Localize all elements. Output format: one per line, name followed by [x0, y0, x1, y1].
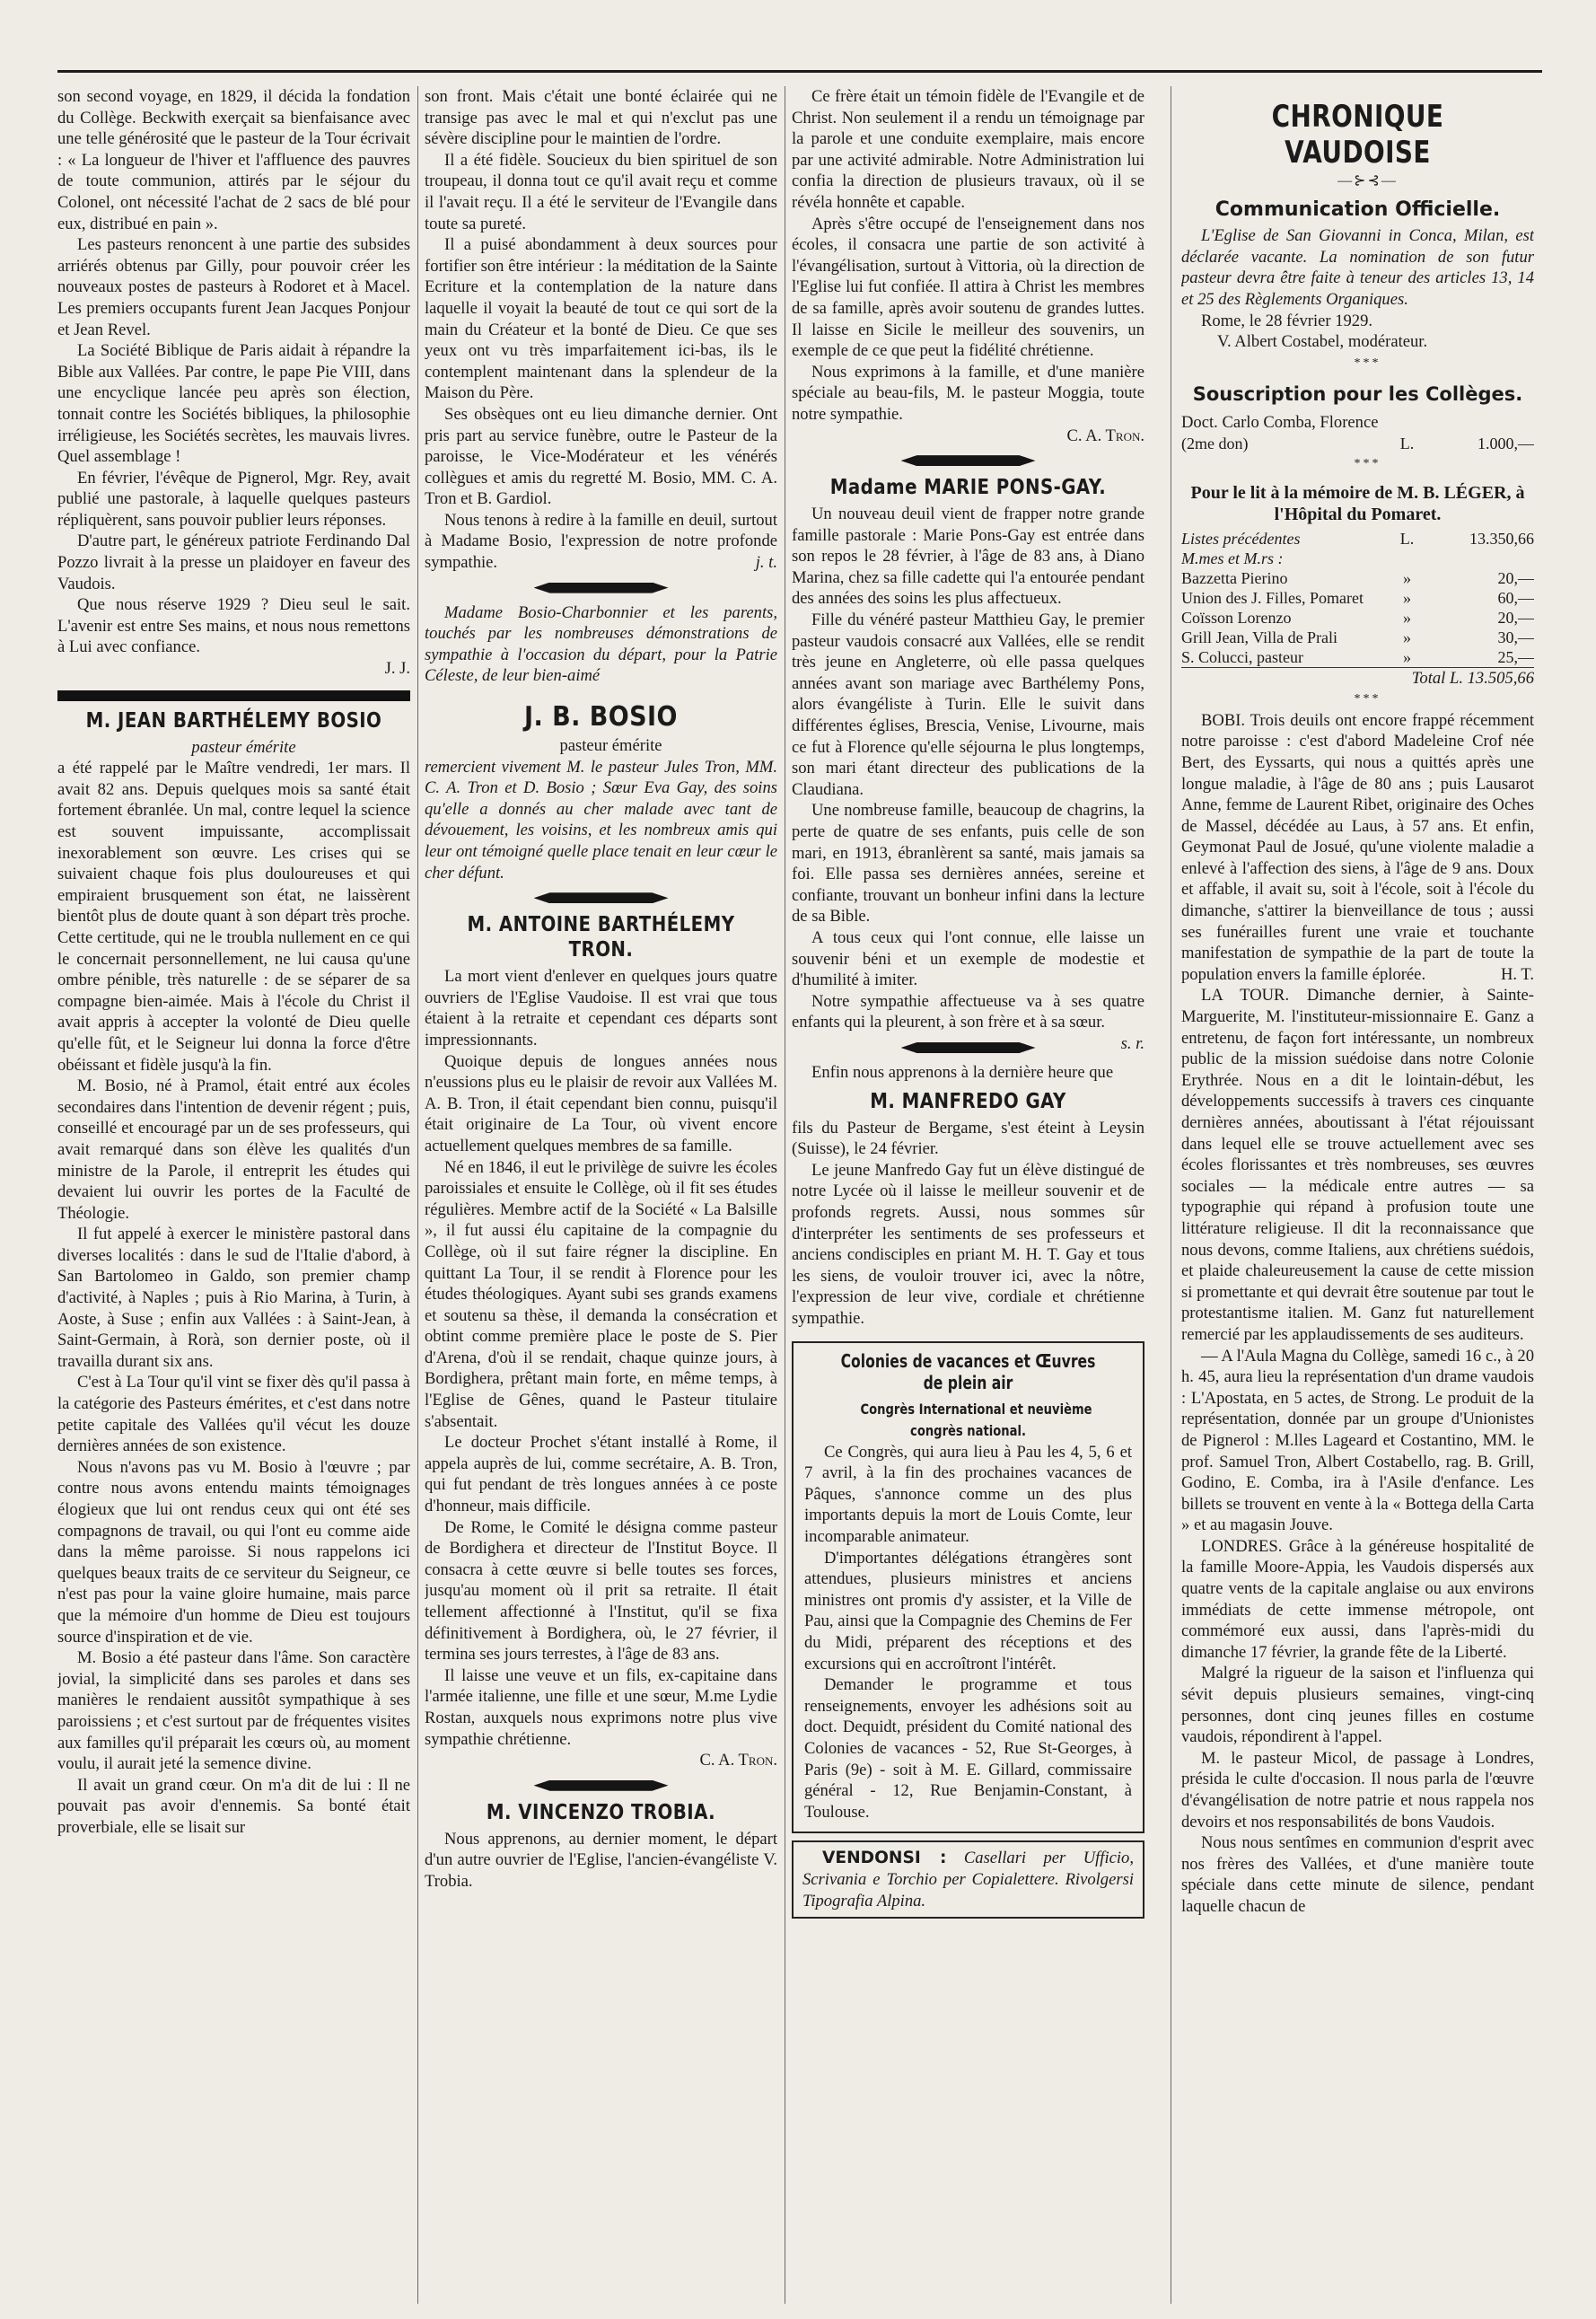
thanks-name-subtitle: pasteur émérite — [559, 736, 662, 756]
list-label: M.mes et M.rs : — [1181, 549, 1284, 567]
subscription-note: (2me don) — [1181, 434, 1249, 452]
signature: J. J. — [384, 659, 410, 679]
paragraph: son second voyage, en 1829, il décida la fondation du Collège. Beckwith exerçait sa bienfaisance avec une telle générosité que le pasteur de la Tour écrivait : « La longueur de l'hiver et l'affluence des pauvres de toute communion, attirés par le séjour du Colonel, ont nécessité l'achat de 2 sacs de blé pour eux, distribué en pain ». — [57, 87, 410, 233]
communication-signature: V. Albert Costabel, modérateur. — [1217, 332, 1428, 352]
ditto-mark: » — [1403, 608, 1412, 627]
ditto-mark: » — [1403, 568, 1412, 587]
list-item — [1181, 628, 1534, 647]
ornamental-rule — [534, 892, 669, 903]
paragraph: Ses obsèques ont eu lieu dimanche dernier. Ont pris part au service funèbre, outre le Pasteur de la paroisse, le Vice-Modérateur et les vénérés collègues et amis du regretté M. Bosio, MM. C. A. Tron et B. Gardiol. — [425, 404, 777, 509]
thanks-notice: remercient vivement M. le pasteur Jules Tron, MM. C. A. Tron et D. Bosio ; Sœur Eva Gay, des soins qu'elle a donnés au cher malade avec tant de dévouement, les voisins, et les nombreux amis qui leur ont témoigné quelle place tenait en leur cœur le cher défunt. — [425, 757, 777, 883]
paragraph: LA TOUR. Dimanche dernier, à Sainte-Marguerite, M. l'instituteur-missionnaire E. Ganz a entretenu, de façon fort intéressante, un nombreux public de la mission suédoise dans notre Colonie Erythrée. Nous en a dit le lointain-début, les développements successifs à travers ces cinquante dernières années, aboutissant à l'état réjouissant dans lequel elle se trouve actuellement avec ses écoles florissantes et très nombreuses, ses œuvres sociales — la médicale entre autres — sa typographie qui répand à profusion toute une littérature religieuse. Il dit la reconnaissance que nous devons, comme Italiens, aux chrétiens suédois, et plaide chaleureusement la cause de cette mission si promettante et qui devrait être soutenue par tout le protestantisme italien. M. Ganz fut naturellement remercié par les applaudissements de ses auditeurs. — [1181, 986, 1534, 1344]
stars-separator: *** — [1354, 456, 1381, 470]
amount: 30,— — [1497, 628, 1534, 646]
paragraph: Nous apprenons, au dernier moment, le départ d'un autre ouvrier de l'Eglise, l'ancien-évangéliste V. Trobia. — [425, 1829, 777, 1891]
colonies-notice-box — [792, 1341, 1144, 1833]
donor-name: S. Colucci, pasteur — [1181, 647, 1303, 666]
paragraph: M. Bosio, né à Pramol, était entré aux écoles secondaires dans l'intention de devenir régent ; puis, conseillé et encouragé par un de ses professeurs, qui avait remarqué dans son élève les qualités d'un ministre de la Parole, il entreprit les études qui devaient lui ouvrir les portes de la Faculté de Théologie. — [57, 1076, 410, 1223]
paragraph: Après s'être occupé de l'enseignement dans nos écoles, il consacra une partie de son activité à l'évangélisation, surtout à Vittoria, où la direction de l'Eglise lui fut confiée. Il attira à Christ les membres de sa famille, après avoir soutenu de grandes luttes. Il laisse en Sicile le meilleur des souvenirs, un exemple de ce que peut la fidélité chrétienne. — [792, 214, 1144, 361]
paragraph: D'autre part, le généreux patriote Ferdinando Dal Pozzo livrait à la presse un plaidoyer en faveur des Vaudois. — [57, 531, 410, 593]
paragraph: Il a puisé abondamment à deux sources pour fortifier son être intérieur : la méditation de la Sainte Ecriture et la contemplation de la nature dans laquelle il voyait la beauté de tout ce qui sort de la main du Créateur et la bonté de Dieu. Ce que ses yeux ont vu très imparfaitement ici-bas, ils le contemplent maintenant dans la splendeur de la Maison du Père. — [425, 235, 777, 403]
leger-table — [1181, 529, 1534, 667]
amount: 60,— — [1497, 588, 1534, 607]
amount: 20,— — [1497, 568, 1534, 587]
paragraph-text: BOBI. Trois deuils ont encore frappé récemment notre paroisse : c'est d'abord Madeleine Crof née Bert, des Eyssarts, qui nous a quittés après une longue maladie, à l'âge de 80 ans ; puis Lausarot Anne, femme de Laurent Ribet, originaire des Oches de Massel, décédée au Laus, à 57 ans. Et enfin, Geymonat Paul de Josué, qu'une violente maladie a enlevé à l'affection des siens, à l'âge de 9 ans. Doux et affable, il avait su, soit à l'école, soit à l'école du dimanche, s'attirer la bienveillance de tous ; aussi ses funérailles furent une vraie et touchante manifestation de sympathie de la part de toute la population envers la famille éplorée. — [1181, 710, 1534, 984]
amount: 20,— — [1497, 608, 1534, 627]
communication-text: L'Eglise de San Giovanni in Conca, Milan, est déclarée vacante. La nomination de son futur pasteur devra être faite à teneur des articles 13, 14 et 25 des Règlements Organiques. — [1181, 226, 1534, 309]
donor-name: Union des J. Filles, Pomaret — [1181, 588, 1364, 607]
list-item — [1181, 549, 1534, 568]
top-rule — [57, 70, 1542, 73]
ornamental-rule — [534, 583, 669, 593]
paragraph: Né en 1846, il eut le privilège de suivre les écoles paroissiales et ensuite le Collège, où il fit ses études régulières. Membre actif de la Société « La Balsille », il fut aussi élu capitaine de la compagnie du Collège, où il sut faire régner la discipline. En quittant La Tour, il se rendit à Florence pour les études théologiques. Ayant subi ses grands examens et soutenu sa thèse, il demanda la consécration et obtint comme première place le poste de S. Pier d'Arena, d'où il se rendait, chaque quinze jours, à Bordighera, prêtant main forte, en même temps, à l'Eglise de Gênes, quand le Pasteur titulaire s'absentait. — [425, 1157, 777, 1431]
subscription-heading: Souscription pour les Collèges. — [1192, 383, 1523, 406]
ornamental-rule — [901, 455, 1036, 466]
paragraph: Il laisse une veuve et un fils, ex-capitaine dans l'armée italienne, une fille et une sœur, M.me Lydie Rostan, auxquels nous exprimons notre plus vive sympathie chrétienne. — [425, 1665, 777, 1749]
donor-name: Bazzetta Pierino — [1181, 568, 1288, 587]
donor-name: Coïsson Lorenzo — [1181, 608, 1292, 627]
obituary-heading-trobia: M. VINCENZO TROBIA. — [486, 1800, 716, 1824]
column-4 — [1181, 86, 1534, 2304]
signature: C. A. Tron. — [699, 1751, 777, 1770]
ditto-mark: » — [1403, 647, 1412, 666]
column-3 — [792, 86, 1144, 2304]
paragraph: Fille du vénéré pasteur Matthieu Gay, le premier pasteur vaudois consacré aux Vallées, elle se rendit très jeune en Angleterre, où elle passa quelques années avant son mariage avec Barthélemy Pons, alors évangéliste à Turin. Elle le suivit dans différentes églises, Brescia, Venise, Livourne, mais ce fut à Florence qu'elle séjourna le plus longtemps, son mari étant directeur des publications de la Claudiana. — [792, 610, 1144, 799]
paragraph: Que nous réserve 1929 ? Dieu seul le sait. L'avenir est entre Ses mains, et nous nous remettons à Lui avec confiance. — [57, 595, 410, 657]
paragraph: Malgré la rigueur de la saison et l'influenza qui sévit depuis plusieurs semaines, vingt-cinq personnes, dont cinq jeunes filles en costume vaudois, répondirent à l'appel. — [1181, 1664, 1534, 1747]
paragraph — [1181, 710, 1534, 986]
paragraph: Quoique depuis de longues années nous n'eussions plus eu le plaisir de revoir aux Vallées M. A. B. Tron, il était cependant bien connu, puisqu'il était originaire de La Tour, où vivent encore actuellement quelques membres de sa famille. — [425, 1051, 777, 1155]
paragraph: D'importantes délégations étrangères sont attendues, plusieurs ministres et anciens ministres ont promis d'y assister, et la Ville de Pau, ainsi que la Compagnie des Chemins de Fer du Midi, préparent des réceptions et des excursions qui en accroîtront l'intérêt. — [804, 1548, 1132, 1673]
ditto-mark: » — [1403, 628, 1412, 646]
subscription-line: Doct. Carlo Comba, Florence — [1181, 413, 1379, 433]
paragraph: Demander le programme et tous renseignements, envoyer les adhésions soit au doct. Dequidt, président du Comité national des Colonies de vacances - 52, Rue St-Georges, à Paris (9e) - soit à M. E. Gillard, commissaire général - 12, Rue Benjamin-Constant, à Toulouse. — [804, 1675, 1132, 1822]
column-divider — [417, 86, 418, 2304]
list-item — [1181, 434, 1534, 453]
amount: 13.350,66 — [1469, 529, 1534, 548]
paragraph-text: Notre sympathie affectueuse va à ses quatre enfants qui la pleurent, à son frère et à sa sœur. — [792, 991, 1144, 1032]
paragraph: Nous exprimons à la famille, et d'une manière spéciale au beau-fils, M. le pasteur Moggia, toute notre sympathie. — [792, 362, 1144, 424]
stars-separator: *** — [1354, 356, 1381, 370]
paragraph: LONDRES. Grâce à la généreuse hospitalité de la famille Moore-Appia, les Vaudois dispersés aux quatre vents de la capitale anglaise ou aux environs immédiats de cette immense métropole, ont commémoré eux aussi, dans l'après-midi du dimanche 17 février, la grande fête de la Liberté. — [1181, 1536, 1534, 1662]
paragraph: Ce frère était un témoin fidèle de l'Evangile et de Christ. Non seulement il a rendu un témoignage par la parole et une conduite exemplaire, mais encore par une activité admirable. Notre Administration lui confia la direction de plusieurs travaux, où il se révéla honnête et capable. — [792, 87, 1144, 212]
signature: s. r. — [1120, 1033, 1144, 1053]
paragraph: De Rome, le Comité le désigna comme pasteur de Bordighera et directeur de l'Institut Boyce. Il consacra à cette œuvre si belle toutes ses forces, jusqu'au moment où il prit sa retraite. Il était tellement affectionné à l'Institut, qu'il se fixa définitivement à Bordighera, où, le 27 février, il termina ses jours terrestes, à l'âge de 83 ans. — [425, 1517, 777, 1665]
obituary-subtitle: pasteur émérite — [191, 737, 296, 757]
amount: 1.000,— — [1478, 434, 1534, 452]
colonies-subheading: Congrès International et neuvième congrès national. — [860, 1401, 1092, 1440]
obituary-heading-pons-gay: Madame MARIE PONS-GAY. — [829, 476, 1107, 500]
vendonsi-text: Casellari per Ufficio, Scrivania e Torchio per Copialettere. Rivolgersi Tipografia Alpina. — [802, 1849, 1134, 1911]
vendonsi-label: VENDONSI : — [822, 1849, 947, 1868]
list-item — [1181, 647, 1534, 667]
paragraph: Nous n'avons pas vu M. Bosio à l'œuvre ; par contre nous avons entendu maints témoignages élogieux que lui ont rendus ceux qui ont été ses compagnons de travail, ou qui l'ont eu comme aide dans la même paroisse. Si nous rappelons ici quelques beaux traits de ce serviteur du Seigneur, ce n'est pas pour la vaine gloire humaine, mais parce que la mémoire d'un homme de Dieu est toujours source d'inspiration et de vie. — [57, 1457, 410, 1647]
paragraph: La Société Biblique de Paris aidait à répandre la Bible aux Vallées. Par contre, le pape Pie VIII, dans une encyclique lancée peu après son élection, tonnait contre les Sociétés bibliques, la philosophie irréligieuse, les Sociétés secrètes, les mauvais livres. Quel assemblage ! — [57, 341, 410, 467]
thanks-notice: Madame Bosio-Charbonnier et les parents, touchés par les nombreuses démonstrations de sympathie à l'occasion du départ, pour la Patrie Céleste, de leur bien-aimé — [425, 602, 777, 686]
communication-heading: Communication Officielle. — [1215, 198, 1501, 221]
amount: 25,— — [1497, 647, 1534, 666]
paragraph: Ce Congrès, qui aura lieu à Pau les 4, 5, 6 et 7 avril, à la fin des prochaines vacances de Pâques, s'annonce comme un des plus importants depuis la mort de Louis Comte, leur incomparable animateur. — [804, 1442, 1132, 1547]
paragraph: Le docteur Prochet s'étant installé à Rome, il appela auprès de lui, comme secrétaire, A. B. Tron, qui fut pendant de très longues années à ce poste d'honneur, mais difficile. — [425, 1433, 777, 1516]
paragraph: En février, l'évêque de Pignerol, Mgr. Rey, avait publié une pastorale, à laquelle quelques pasteurs répliquèrent, sans pouvoir publier leurs réponses. — [57, 468, 410, 530]
paragraph — [425, 510, 777, 574]
leger-heading: Pour le lit à la mémoire de M. B. LÉGER, à l'Hôpital du Pomaret. — [1190, 482, 1525, 524]
paragraph: Il fut appelé à exercer le ministère pastoral dans diverses localités : dans le sud de l'Italie d'abord, à San Bartolomeo in Galdo, son premier champ d'activité, à Naples ; puis à Rio Marina, à Turin, à Aoste, à Suse ; enfin aux Vallées : à Saint-Jean, à Saint-Germain, à Rorà, son dernier poste, où il travailla durant six ans. — [57, 1225, 410, 1371]
paragraph: Nous nous sentîmes en communion d'esprit avec nos frères des Vallées, et d'une manière toute spéciale dans cette minute de silence, pendant laquelle chacun de — [1181, 1833, 1534, 1916]
paragraph: a été rappelé par le Maître vendredi, 1er mars. Il avait 82 ans. Depuis quelques mois sa santé était fortement ébranlée. Un mal, contre lequel la science est souvent impuissante, accomplissait inexorablement son œuvre. Les crises qui se suivaient chaque fois plus douloureuses et qui empiraient brusquement son état, ne laissèrent bientôt plus de doute quant à son départ très proche. Cette certitude, qui ne le troubla nullement en ce qui le concernait personnellement, ne lui causa qu'une ombre pénible, très naturelle : de se séparer de sa compagne bien-aimée. Mais à l'école du Christ il avait appris à accepter la volonté de Dieu quelle qu'elle fût, et le Seigneur lui donna la force d'être obéissant et fidèle jusqu'à la fin. — [57, 759, 410, 1075]
paragraph: Un nouveau deuil vient de frapper notre grande famille pastorale : Marie Pons-Gay est entrée dans son repos le 28 février, à l'âge de 83 ans, à Diano Marina, chez sa fille cadette qui l'a entourée pendant des années des soins les plus affectueux. — [792, 505, 1144, 609]
list-label: Listes précédentes — [1181, 529, 1301, 548]
paragraph-text: Nous tenons à redire à la famille en deuil, surtout à Madame Bosio, l'expression de notre profonde sympathie. — [425, 510, 777, 573]
paragraph: Le jeune Manfredo Gay fut un élève distingué de notre Lycée où il laisse le meilleur souvenir et de profonds regrets. Aussi, nous sommes sûr d'interpréter les sentiments de ses professeurs et anciens condisciples en priant M. H. T. Gay et tous les siens, de vouloir trouver ici, avec la nôtre, l'expression de leur vive, cordiale et chrétienne sympathie. — [792, 1160, 1144, 1328]
stars-separator: *** — [1354, 692, 1381, 707]
ditto-mark: » — [1403, 588, 1412, 607]
newspaper-page — [57, 86, 1548, 2304]
paragraph: — A l'Aula Magna du Collège, samedi 16 c., à 20 h. 45, aura lieu la représentation d'un drame vaudois : L'Apostata, en 5 actes, de Strong. Le produit de la représentation, donnée par un groupe d'Unionistes de Pignerol : M.lles Lageard et Costantino, MM. le prof. Samuel Tron, Albert Costabello, rag. B. Grill, Godino, E. Comba, ira à l'Asile d'enfance. Les billets se trouvent en vente à la « Bottega della Carta » et au magasin Jouve. — [1181, 1346, 1534, 1535]
section-title: CHRONIQUE VAUDOISE — [1271, 99, 1444, 171]
obituary-heading-manfredo-gay: M. MANFREDO GAY — [870, 1089, 1066, 1113]
ornamental-rule — [534, 1780, 669, 1791]
paragraph: La mort vient d'enlever en quelques jours quatre ouvriers de l'Eglise Vaudoise. Il est vrai que tous étaient à la retraite et cependant ces départs sont impressionnants. — [425, 967, 777, 1050]
paragraph: Une nombreuse famille, beaucoup de chagrins, la perte de quatre de ses enfants, puis celle de son mari, en 1913, ébranlèrent sa santé, mais jamais sa foi. Elle passa ses dernières années, sereine et confiante, trouvant un bonheur infini dans la lecture de sa Bible. — [792, 801, 1144, 927]
paragraph: M. le pasteur Micol, de passage à Londres, présida le culte d'occasion. Il nous parla de l'œuvre d'évangélisation de notre patrie et nous rappela nos devoirs et nos responsabilités de bons Vaudois. — [1181, 1748, 1534, 1831]
obituary-heading-bosio: M. JEAN BARTHÉLEMY BOSIO — [85, 708, 382, 733]
ornamental-rule — [901, 1042, 1036, 1053]
obituary-heading-tron: M. ANTOINE BARTHÉLEMY TRON. — [467, 913, 735, 962]
vendonsi-ad — [792, 1840, 1144, 1919]
thanks-name-heading: J. B. BOSIO — [524, 701, 678, 733]
list-item — [1181, 608, 1534, 628]
section-divider-bar — [57, 690, 410, 701]
column-2 — [425, 86, 777, 2304]
list-item — [1181, 529, 1534, 549]
donor-name: Grill Jean, Villa de Prali — [1181, 628, 1338, 646]
subscription-table — [1181, 434, 1534, 453]
paragraph: M. Bosio a été pasteur dans l'âme. Son caractère jovial, la simplicité dans ses paroles et dans ses manières le rendaient aussitôt sympathique à ses paroissiens ; et c'est surtout par de fréquentes visites aux familles qu'il préparait les cœurs où, au moment voulu, il aurait jeté la semence divine. — [57, 1648, 410, 1774]
signature: H. T. — [1500, 964, 1534, 984]
communication-date: Rome, le 28 février 1929. — [1201, 311, 1373, 330]
paragraph — [792, 991, 1144, 1053]
ornament: —⊱⊰— — [1337, 173, 1398, 189]
paragraph: Il a été fidèle. Soucieux du bien spirituel de son troupeau, il donna tout ce qu'il avait reçu et comme il l'avait reçu. Il a été le serviteur de l'Evangile dans toute sa pureté. — [425, 150, 777, 233]
paragraph: Les pasteurs renoncent à une partie des subsides arriérés obtenus par Gilly, pour pouvoir créer les nouveaux postes de pasteurs à Rodoret et à Macel. Les premiers occupants furent Jean Jacques Ponjour et Jean Revel. — [57, 235, 410, 339]
currency: L. — [1399, 529, 1415, 548]
paragraph: Il avait un grand cœur. On m'a dit de lui : Il ne pouvait pas avoir d'ennemis. Sa bonté était proverbiale, elle se lisait sur — [57, 1775, 410, 1837]
leger-total: Total L. 13.505,66 — [1181, 667, 1534, 690]
list-item — [1181, 588, 1534, 608]
paragraph: Enfin nous apprenons à la dernière heure que — [811, 1062, 1114, 1082]
list-item — [1181, 568, 1534, 588]
column-1 — [57, 86, 410, 2304]
signature: C. A. Tron. — [1066, 426, 1144, 445]
signature: j. t. — [755, 553, 777, 573]
currency: L. — [1399, 434, 1415, 452]
paragraph: C'est à La Tour qu'il vint se fixer dès qu'il passa à la catégorie des Pasteurs émérites, et c'est dans notre petite capitale des Vallées qu'il vécut les douze dernières années de son existence. — [57, 1373, 410, 1456]
colonies-heading: Colonies de vacances et Œuvres de plein air — [840, 1350, 1096, 1394]
paragraph: fils du Pasteur de Bergame, s'est éteint à Leysin (Suisse), le 24 février. — [792, 1118, 1144, 1159]
paragraph: son front. Mais c'était une bonté éclairée qui ne transige pas avec le mal et qui n'exclut pas une sévère discipline pour le maintien de l'ordre. — [425, 87, 777, 149]
paragraph: A tous ceux qui l'ont connue, elle laisse un souvenir béni et un exemple de modestie et d'humilité à imiter. — [792, 927, 1144, 990]
